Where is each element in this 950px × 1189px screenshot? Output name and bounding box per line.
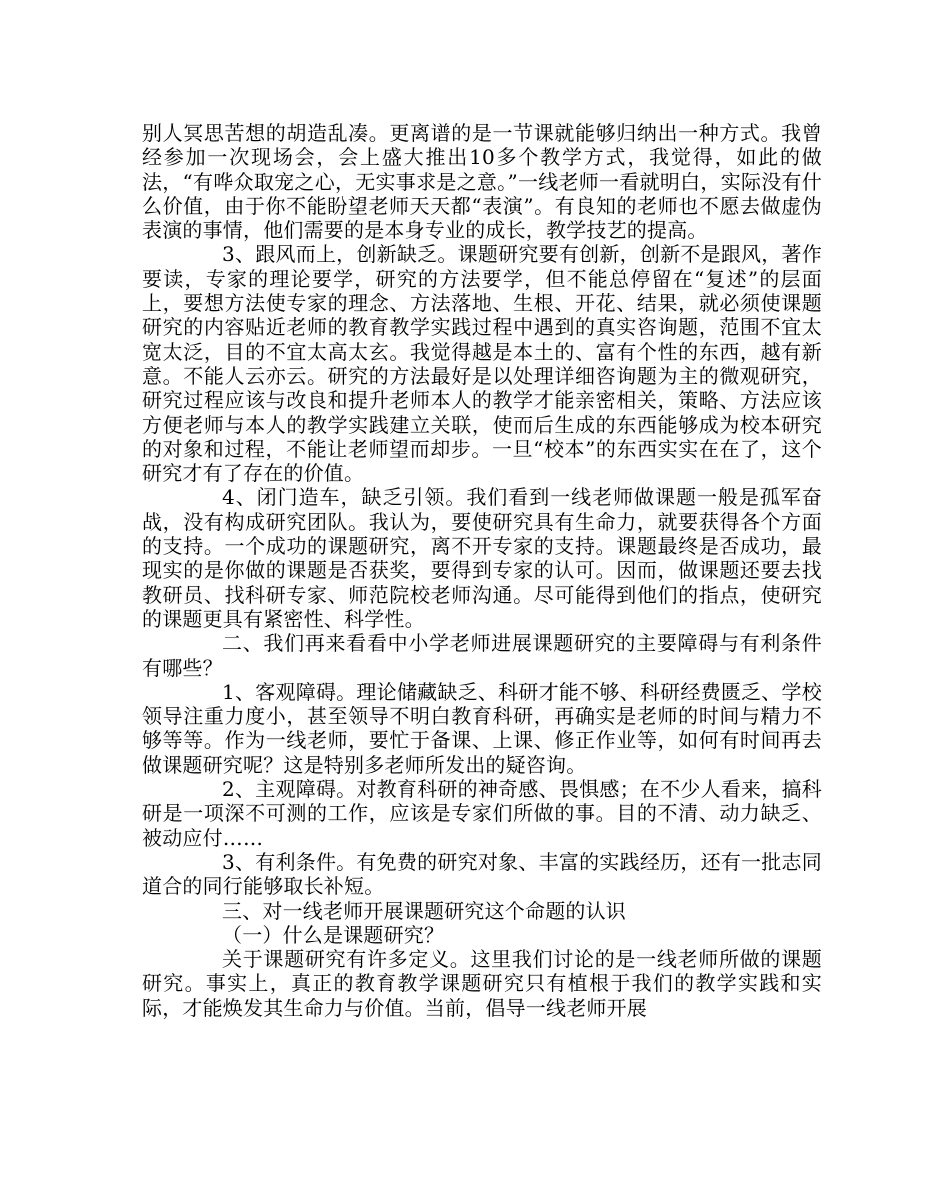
paragraph-point-3: 3、跟风而上，创新缺乏。课题研究要有创新，创新不是跟风，著作要读，专家的理论要学，研究的方法要学，但不能总停留在“复述”的层面上，要想方法使专家的理念、方法落地、生根、开花、结果，就必须使课题研究的内容贴近老师的教育教学实践过程中遇到的真实咨询题，范围不宜太宽太泛，目的不宜太高太玄。我觉得越是本土的、富有个性的东西，越有新意。不能人云亦云。研究的方法最好是以处理详细咨询题为主的微观研究，研究过程应该与改良和提升老师本人的教学才能亲密相关，策略、方法应该方便老师与本人的教学实践建立关联，使而后生成的东西能够成为校本研究的对象和过程，不能让老师望而却步。一旦“校本”的东西实实在在了，这个研究才有了存在的价值。	[142, 242, 822, 486]
paragraph-objective-obstacles: 1、客观障碍。理论储藏缺乏、科研才能不够、科研经费匮乏、学校领导注重力度小，甚至领导不明白教育科研，再确实是老师的时间与精力不够等等。作为一线老师，要忙于备课、上课、修正作业等，如何有时间再去做课题研究呢？这是特别多老师所发出的疑咨询。	[142, 679, 822, 777]
paragraph-subjective-obstacles: 2、主观障碍。对教育科研的神奇感、畏惧感；在不少人看来，搞科研是一项深不可测的工作，应该是专家们所做的事。目的不清、动力缺乏、被动应付……	[142, 777, 822, 850]
paragraph-continuation: 别人冥思苦想的胡造乱凑。更离谱的是一节课就能够归纳出一种方式。我曾经参加一次现场会，会上盛大推出10多个教学方式，我觉得，如此的做法，“有哗众取宠之心，无实事求是之意。”一线老师一看就明白，实际没有什么价值，由于你不能盼望老师天天都“表演”。有良知的老师也不愿去做虚伪表演的事情，他们需要的是本身专业的成长，教学技艺的提高。	[142, 121, 822, 243]
paragraph-definition: 关于课题研究有许多定义。这里我们讨论的是一线老师所做的课题研究。事实上，真正的教育教学课题研究只有植根于我们的教学实践和实际，才能焕发其生命力与价值。当前，倡导一线老师开展	[142, 947, 822, 1020]
subsection-heading-1: （一）什么是课题研究？	[222, 922, 445, 947]
paragraph-point-4: 4、闭门造车，缺乏引领。我们看到一线老师做课题一般是孤军奋战，没有构成研究团队。我认为，要使研究具有生命力，就要获得各个方面的支持。一个成功的课题研究，离不开专家的支持。课题最终是否成功，最现实的是你做的课题是否获奖，要得到专家的认可。因而，做课题还要去找教研员、找科研专家、师范院校老师沟通。尽可能得到他们的指点，使研究的课题更具有紧密性、科学性。	[142, 485, 822, 631]
document-body	[142, 121, 822, 1020]
section-heading-3: 三、对一线老师开展课题研究这个命题的认识	[222, 898, 626, 923]
paragraph-favorable-conditions: 3、有利条件。有免费的研究对象、丰富的实践经历，还有一批志同道合的同行能够取长补短。	[142, 849, 822, 899]
section-heading-2: 二、我们再来看看中小学老师进展课题研究的主要障碍与有利条件有哪些？	[142, 631, 822, 680]
